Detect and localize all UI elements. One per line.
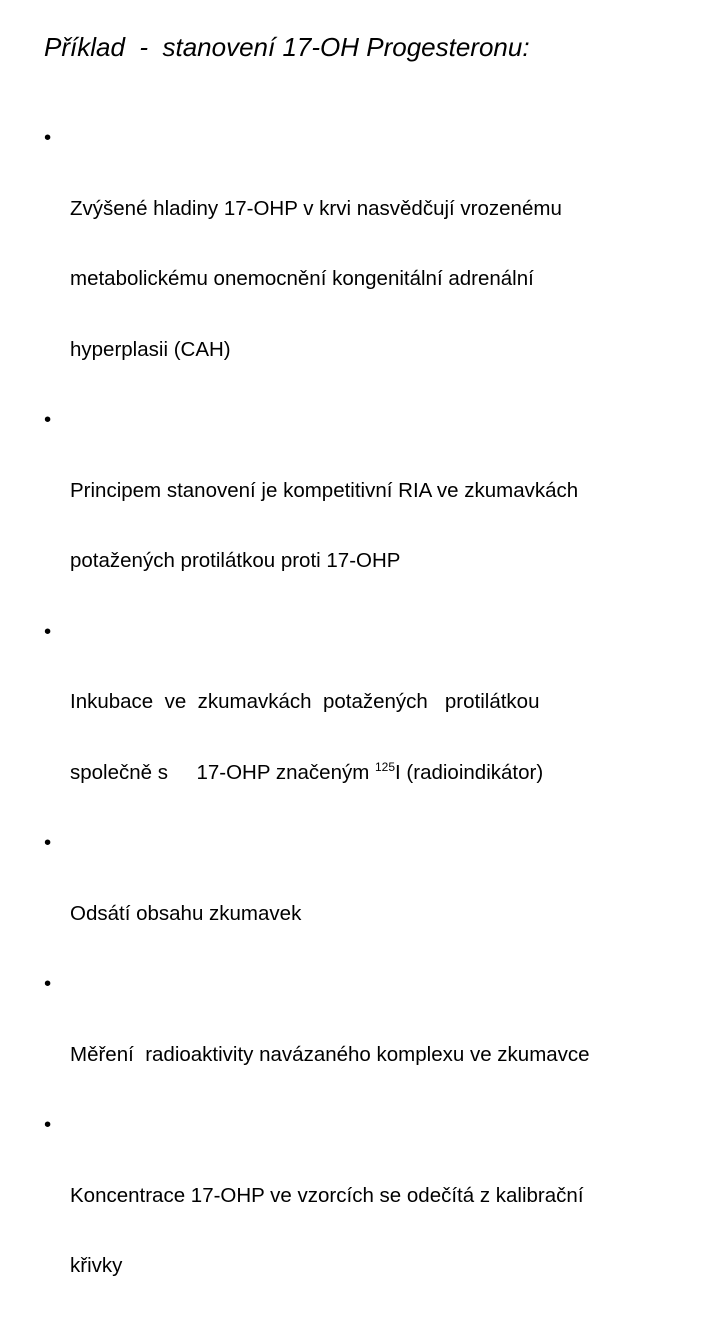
bullet-point-icon: • (44, 972, 52, 995)
bullet-point-icon: • (44, 408, 52, 431)
bullet-list (44, 126, 704, 1325)
bullet-item-incubation (44, 620, 704, 832)
bullet-text-line: křivky (70, 1254, 123, 1277)
bullet-text-line: Principem stanovení je kompetitivní RIA ve zkumavkách (70, 478, 579, 502)
bullet-text-line: Inkubace ve zkumavkách potažených protilátkou (70, 690, 540, 713)
bullet-text-line: metabolickému onemocnění kongenitální adrenální (70, 267, 534, 290)
bullet-text-line-with-isotope (70, 761, 704, 785)
bullet-item-concentration (44, 1113, 704, 1325)
bullet-text-line: potažených protilátkou proti 17-OHP (70, 549, 401, 572)
bullet-item-cah (44, 126, 704, 408)
bullet-text-line: Odsátí obsahu zkumavek (70, 901, 302, 925)
bullet-text-after-isotope: I (radioindikátor) (395, 760, 544, 784)
bullet-item-measurement (44, 972, 704, 1113)
isotope-mass-number: 125 (375, 759, 396, 774)
bullet-text-before-isotope: společně s 17-OHP značeným (70, 760, 375, 784)
bullet-text-line: hyperplasii (CAH) (70, 337, 231, 361)
bullet-item-principle (44, 408, 704, 620)
bullet-text-line: Zvýšené hladiny 17-OHP v krvi nasvědčují vrozenému (70, 196, 562, 220)
bullet-point-icon: • (44, 619, 52, 643)
bullet-item-aspiration (44, 831, 704, 972)
bullet-point-icon: • (44, 831, 52, 854)
bullet-point-icon: • (44, 1113, 52, 1136)
bullet-text-line: Koncentrace 17-OHP ve vzorcích se odečítá z kalibrační (70, 1183, 584, 1207)
bullet-text-line: Měření radioaktivity navázaného komplexu ve zkumavce (70, 1042, 590, 1066)
bullet-point-icon: • (44, 126, 52, 149)
slide-title: Příklad - stanovení 17-OH Progesteronu: (44, 32, 530, 62)
